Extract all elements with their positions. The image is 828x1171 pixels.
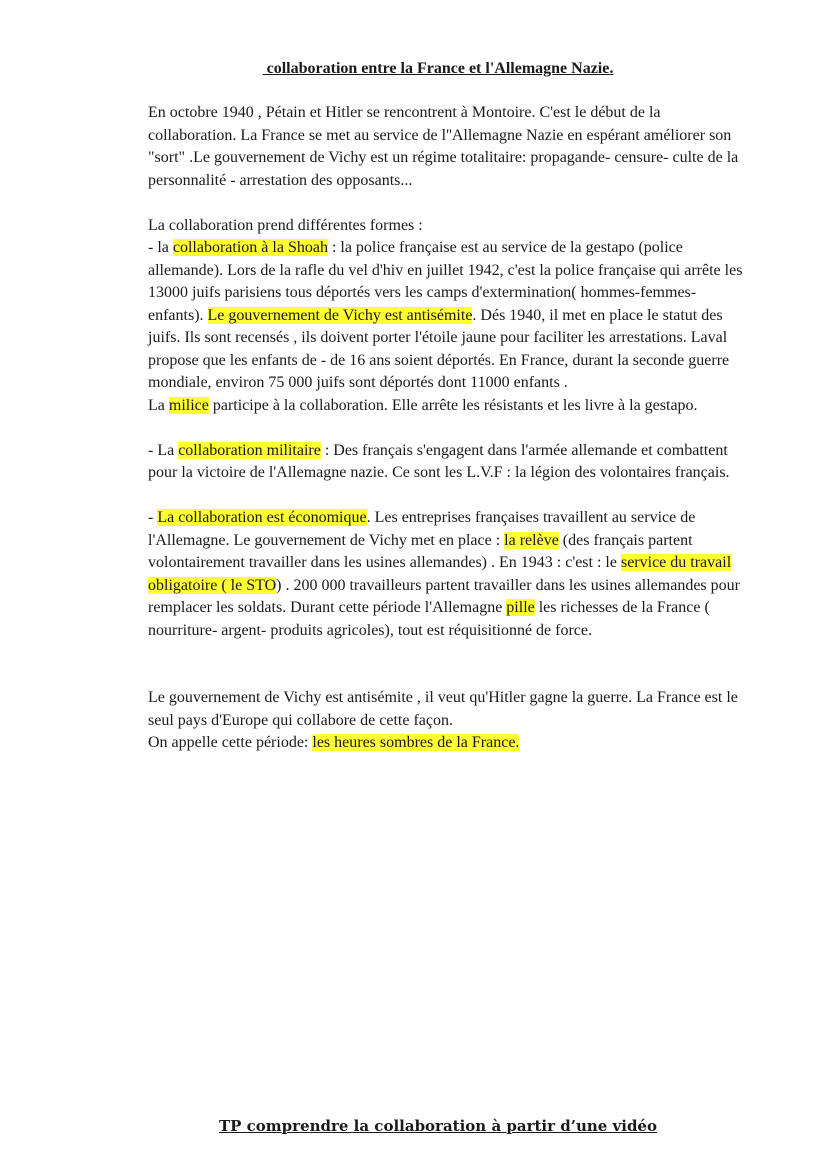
milice-text: participe à la collaboration. Elle arrête les résistants et les livre à la gestapo. xyxy=(208,396,698,414)
highlight-militaire: collaboration militaire xyxy=(178,441,321,459)
highlight-economique: La collaboration est économique xyxy=(157,509,367,526)
militaire-paragraph xyxy=(148,440,748,485)
shoah-prefix: - la xyxy=(148,239,173,256)
footer-title: TP comprendre la collaboration à partir d’une vidéo xyxy=(219,1117,657,1135)
highlight-releve: la relève xyxy=(504,531,559,549)
shoah-paragraph xyxy=(148,237,748,395)
militaire-text: : Des français s'engagent dans l'armée allemande et combattent pour la victoire de l'Allemagne nazie. Ce sont les L.V.F : la légion des volontaires français. xyxy=(148,441,730,481)
economique-paragraph xyxy=(148,507,748,642)
shoah-text-2: . Dés 1940, il met en place le statut des juifs. Ils sont recensés , ils doivent porter l'étoile jaune pour faciliter les arrestations. Laval propose que les enfants de - de 16 ans soient déportés. En France, durant la seconde guerre mondiale, environ 75 000 juifs sont déportés dont 11000 enfants . xyxy=(148,306,730,391)
highlight-milice: milice xyxy=(168,396,209,414)
highlight-vichy-antisemite: Le gouvernement de Vichy est antisémite xyxy=(207,306,473,324)
economique-text-3: ) . 200 000 travailleurs partent travailler dans les usines allemandes pour remplacer les soldats. Durant cette période l'Allemagne xyxy=(148,576,740,616)
milice-prefix: La xyxy=(148,396,169,414)
economique-text-2: (des français partent volontairement travailler dans les usines allemandes) . En 1943 : c'est : le xyxy=(148,531,693,571)
highlight-sto: service du travail obligatoire ( le STO xyxy=(148,554,732,594)
highlight-shoah: collaboration à la Shoah xyxy=(172,239,328,256)
highlight-heures-sombres: les heures sombres de la France. xyxy=(312,734,520,751)
conclusion-line-2 xyxy=(148,732,748,755)
conclusion-line-1: Le gouvernement de Vichy est antisémite , il veut qu'Hitler gagne la guerre. La France est le seul pays d'Europe qui collabore de cette façon. xyxy=(148,689,738,729)
conclusion-prefix: On appelle cette période: xyxy=(148,734,313,751)
milice-paragraph xyxy=(148,395,748,418)
militaire-prefix: - La xyxy=(148,441,179,459)
economique-prefix: - xyxy=(148,509,158,526)
document-title: collaboration entre la France et l'Allemagne Nazie. xyxy=(262,60,614,77)
economique-text-1: . Les entreprises françaises travaillent au service de l'Allemagne. Le gouvernement de Vichy met en place : xyxy=(148,509,696,549)
document-body xyxy=(148,102,748,755)
shoah-text-1: : la police française est au service de la gestapo (police allemande). Lors de la rafle du vel d'hiv en juillet 1942, c'est la police française qui arrête les 13000 juifs parisiens tous déportés vers les camps d'extermination( hommes-femmes-enfants). xyxy=(148,239,743,324)
forms-intro: La collaboration prend différentes formes : xyxy=(148,216,423,234)
intro-paragraph: En octobre 1940 , Pétain et Hitler se rencontrent à Montoire. C'est le début de la collaboration. La France se met au service de l''Allemagne Nazie en espérant améliorer son "sort" .Le gouvernement de Vichy est un régime totalitaire: propagande- censure- culte de la personnalité - arrestation des opposants... xyxy=(148,104,739,189)
highlight-pille: pille xyxy=(506,599,535,616)
economique-text-4: les richesses de la France ( nourriture- argent- produits agricoles), tout est réquisitionné de force. xyxy=(148,599,710,639)
